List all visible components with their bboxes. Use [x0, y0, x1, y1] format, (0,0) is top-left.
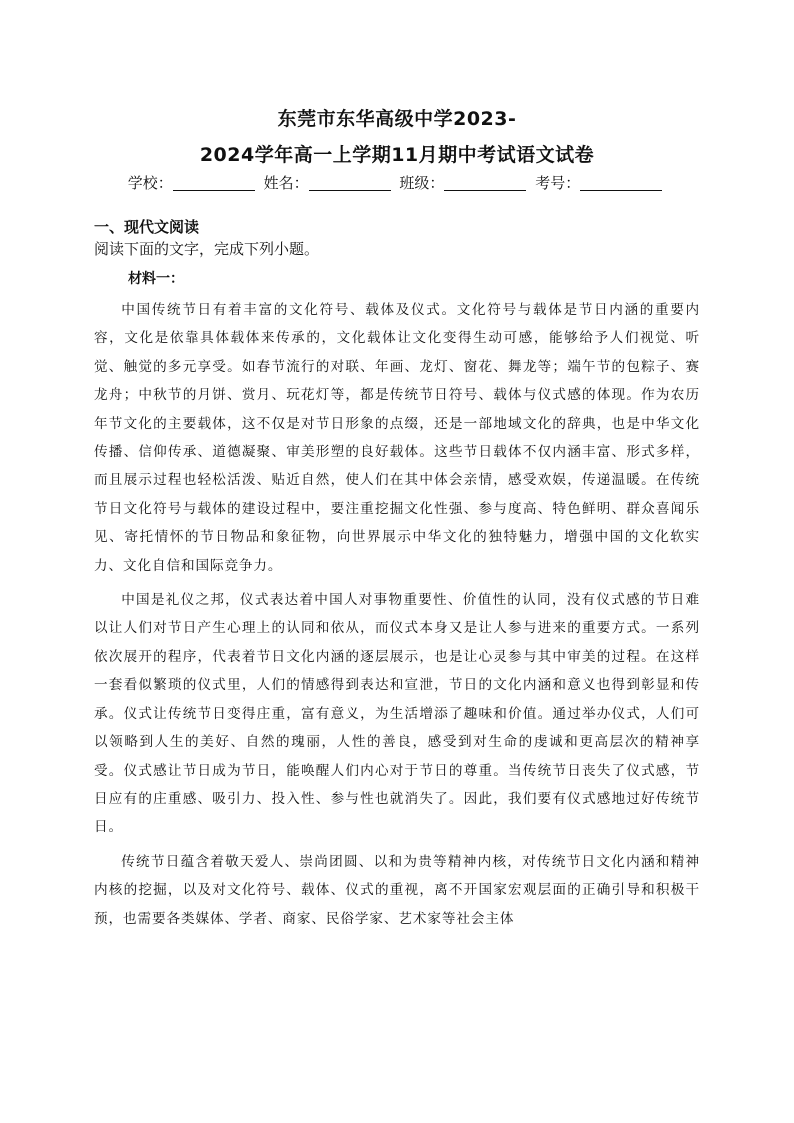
exam-title-line1: 东莞市东华高级中学2023-	[277, 108, 517, 130]
id-blank[interactable]	[580, 176, 662, 191]
school-label: 学校：	[127, 174, 173, 192]
passage-body	[94, 296, 700, 939]
name-label: 姓名：	[263, 174, 309, 192]
class-label: 班级：	[399, 174, 445, 192]
passage-paragraph: 中国传统节日有着丰富的文化符号、载体及仪式。文化符号与载体是节日内涵的重要内容，文化是依靠具体载体来传承的，文化载体让文化变得生动可感，能够给予人们视觉、听觉、触觉的多元享受。如春节流行的对联、年画、龙灯、窗花、舞龙等；端午节的包粽子、赛龙舟；中秋节的月饼、赏月、玩花灯等，都是传统节日符号、载体与仪式感的体现。作为农历年节文化的主要载体，这不仅是对节日形象的点缀，还是一部地域文化的辞典，也是中华文化传播、信仰传承、道德凝聚、审美形塑的良好载体。这些节日载体不仅内涵丰富、形式多样，而且展示过程也轻松活泼、贴近自然，使人们在其中体会亲情，感受欢娱，传递温暖。在传统节日文化符号与载体的建设过程中，要注重挖掘文化性强、参与度高、特色鲜明、群众喜闻乐见、寄托情怀的节日物品和象征物，向世界展示中华文化的独特魅力，增强中国的文化软实力、文化自信和国际竞争力。	[94, 302, 700, 574]
class-blank[interactable]	[444, 176, 526, 191]
name-blank[interactable]	[309, 176, 391, 191]
section-instruction: 阅读下面的文字，完成下列小题。	[94, 240, 320, 258]
section-heading: 一、现代文阅读	[94, 218, 200, 236]
passage-paragraph: 中国是礼仪之邦，仪式表达着中国人对事物重要性、价值性的认同，没有仪式感的节日难以让人们对节日产生心理上的认同和依从，而仪式本身又是让人参与进来的重要方式。一系列依次展开的程序，代表着节日文化内涵的逐层展示，也是让心灵参与其中审美的过程。在这样一套看似繁琐的仪式里，人们的情感得到表达和宣泄，节日的文化内涵和意义也得到彰显和传承。仪式让传统节日变得庄重，富有意义，为生活增添了趣味和价值。通过举办仪式，人们可以领略到人生的美好、自然的瑰丽，人性的善良，感受到对生命的虔诚和更高层次的精神享受。仪式感让节日成为节日，能唤醒人们内心对于节日的尊重。当传统节日丧失了仪式感，节日应有的庄重感、吸引力、投入性、参与性也就消失了。因此，我们要有仪式感地过好传统节日。	[94, 592, 700, 836]
exam-title-line2: 2024学年高一上学期11月期中考试语文试卷	[199, 144, 595, 166]
id-label: 考号：	[535, 174, 581, 192]
material-label: 材料一：	[128, 271, 184, 287]
school-blank[interactable]	[173, 176, 255, 191]
student-info-row	[0, 172, 794, 193]
passage-paragraph: 传统节日蕴含着敬天爱人、崇尚团圆、以和为贵等精神内核，对传统节日文化内涵和精神内核的挖掘，以及对文化符号、载体、仪式的重视，离不开国家宏观层面的正确引导和积极干预，也需要各类媒体、学者、商家、民俗学家、艺术家等社会主体	[94, 853, 700, 927]
